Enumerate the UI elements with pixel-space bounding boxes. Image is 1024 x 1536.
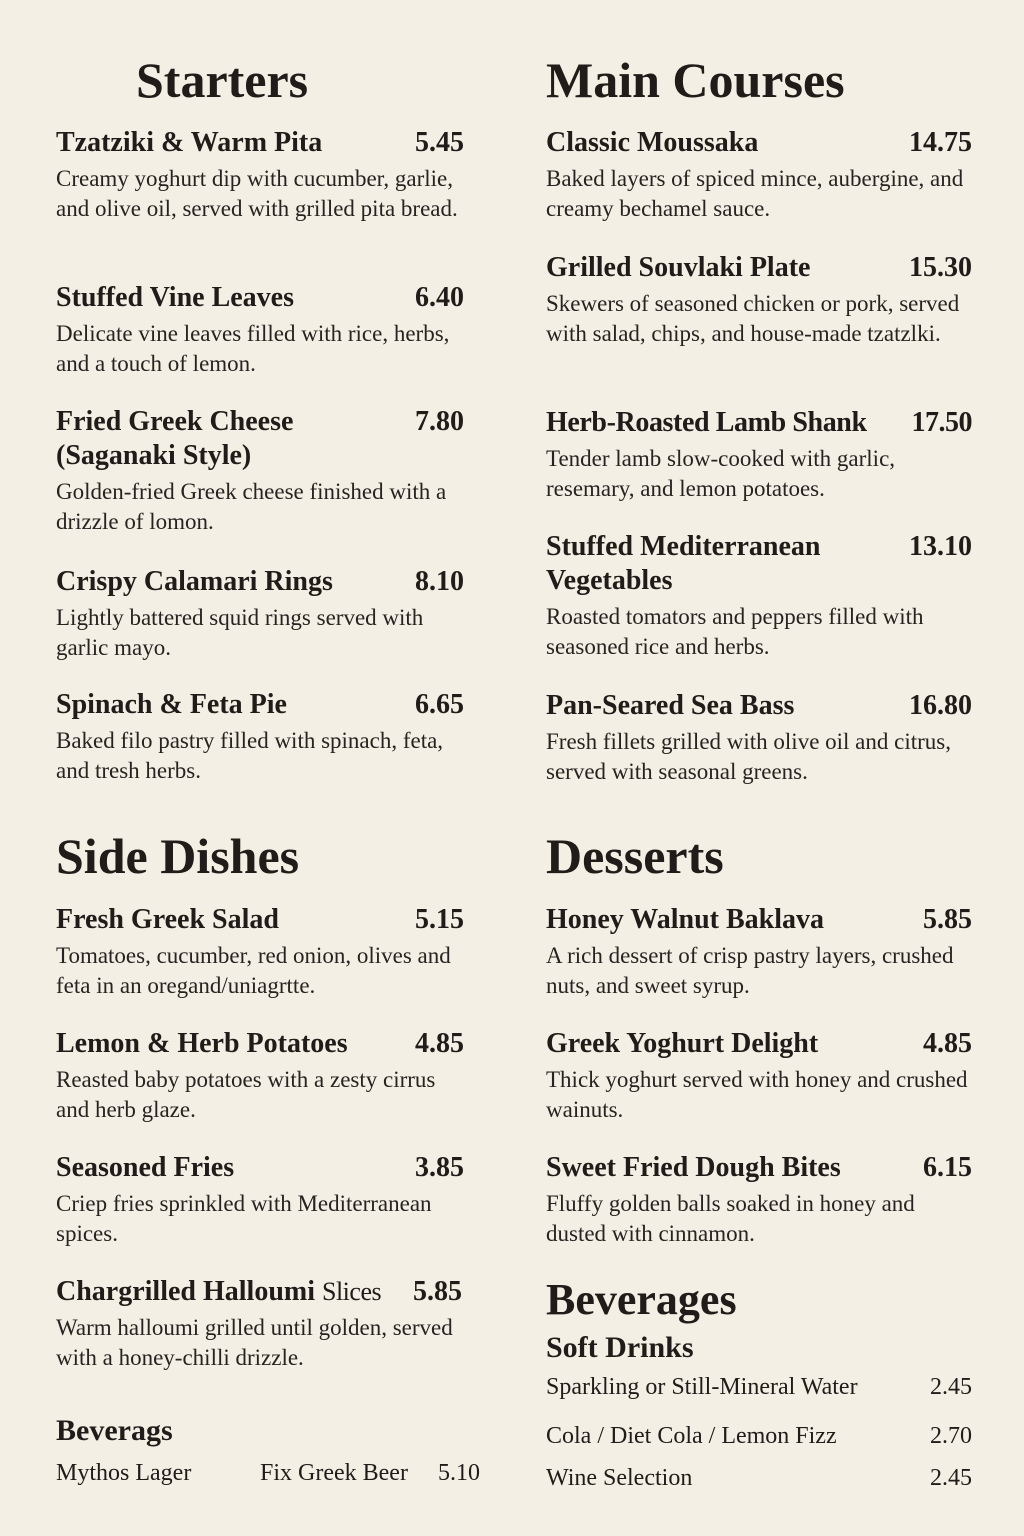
menu-item	[546, 1027, 972, 1125]
beverages-title: Beverages	[546, 1275, 737, 1324]
starters-title: Starters	[136, 52, 309, 108]
item-price: 13.10	[909, 531, 972, 562]
item-price: 5.15	[415, 904, 464, 935]
item-price: 6.65	[415, 689, 464, 720]
menu-item	[56, 1275, 464, 1373]
main-courses-title: Main Courses	[546, 52, 845, 108]
menu-item	[56, 1027, 464, 1125]
item-name: Sweet Fried Dough Bites	[546, 1152, 841, 1183]
menu-item	[546, 689, 972, 787]
item-name: Herb-Roasted Lamb Shank	[546, 407, 867, 438]
item-name: Fresh Greek Salad	[56, 904, 279, 935]
item-price: 4.85	[923, 1028, 972, 1059]
menu-item	[56, 903, 464, 1001]
menu-item	[56, 565, 464, 663]
beverage-description: Fix Greek Beer	[260, 1460, 408, 1486]
soft-drinks-subtitle: Soft Drinks	[546, 1331, 694, 1364]
item-price: 5.45	[415, 127, 464, 158]
item-description: Fresh fillets grilled with olive oil and citrus, served with seasonal greens.	[546, 729, 951, 784]
beverage-row	[56, 1458, 480, 1488]
beverage-name: Mythos Lager	[56, 1460, 192, 1486]
item-name: Classic Moussaka	[546, 127, 759, 158]
item-description: Fluffy golden balls soaked in honey and dusted with cinnamon.	[546, 1191, 915, 1246]
menu-item	[546, 903, 972, 1001]
item-name: Honey Walnut Baklava	[546, 904, 825, 935]
menu-item	[546, 251, 972, 349]
item-price: 16.80	[909, 690, 972, 721]
menu-item	[56, 126, 464, 224]
item-price: 6.40	[415, 282, 464, 313]
item-description: Skewers of seasoned chicken or pork, served with salad, chips, and house-made tzatzlki.	[546, 291, 960, 346]
beverage-row	[546, 1463, 972, 1493]
item-price: 5.85	[923, 904, 972, 935]
item-name-main: Chargrilled Halloumi	[56, 1276, 315, 1307]
desserts-title: Desserts	[546, 828, 724, 884]
item-name: Lemon & Herb Potatoes	[56, 1028, 348, 1059]
item-price: 15.30	[909, 252, 972, 283]
beverage-name: Wine Selection	[546, 1465, 693, 1491]
menu-item	[56, 281, 464, 379]
beverage-price: 2.70	[930, 1423, 972, 1449]
menu-item	[546, 1151, 972, 1249]
menu-item	[546, 126, 972, 224]
item-description: Baked layers of spiced mince, aubergine, and creamy bechamel sauce.	[546, 166, 964, 221]
item-price: 8.10	[415, 566, 464, 597]
beverage-price: 2.45	[930, 1465, 972, 1491]
beverage-name: Cola / Diet Cola / Lemon Fizz	[546, 1423, 837, 1449]
item-description: Thick yoghurt served with honey and crushed wainuts.	[546, 1067, 968, 1122]
item-price: 4.85	[415, 1028, 464, 1059]
item-description: Creamy yoghurt dip with cucumber, garlie, and olive oil, served with grilled pita bread.	[56, 166, 458, 221]
item-name: Grilled Souvlaki Plate	[546, 252, 811, 283]
item-price: 3.85	[415, 1152, 464, 1183]
item-description: Baked filo pastry filled with spinach, feta, and tresh herbs.	[56, 728, 444, 783]
item-name: Greek Yoghurt Delight	[546, 1028, 819, 1059]
item-description: Tomatoes, cucumber, red onion, olives and feta in an oregand/uniagrtte.	[56, 943, 451, 998]
menu-item	[546, 406, 972, 504]
item-name: Seasoned Fries	[56, 1152, 235, 1183]
menu-item	[56, 688, 464, 786]
item-price: 6.15	[923, 1152, 972, 1183]
item-description: Lightly battered squid rings served with garlic mayo.	[56, 605, 424, 660]
item-name: Fried Greek Cheese (Saganaki Style)	[56, 406, 294, 471]
item-price: 5.85	[413, 1276, 462, 1307]
item-name: Pan-Seared Sea Bass	[546, 690, 795, 721]
item-name-suffix: Slices	[322, 1277, 382, 1306]
item-description: Tender lamb slow-cooked with garlic, resemary, and lemon potatoes.	[546, 446, 896, 501]
item-description: A rich dessert of crisp pastry layers, crushed nuts, and sweet syrup.	[546, 943, 954, 998]
item-name: Stuffed Mediterranean Vegetables	[546, 531, 821, 596]
item-name: Tzatziki & Warm Pita	[56, 127, 323, 158]
item-name: Stuffed Vine Leaves	[56, 282, 294, 313]
beverage-row	[546, 1372, 972, 1402]
left-beverages-title: Beverags	[56, 1414, 173, 1447]
item-name: Spinach & Feta Pie	[56, 689, 287, 720]
side-dishes-title: Side Dishes	[56, 828, 300, 884]
item-price: 17.50	[911, 407, 972, 438]
item-description: Roasted tomators and peppers filled with seasoned rice and herbs.	[546, 604, 924, 659]
beverage-price: 2.45	[930, 1374, 972, 1400]
item-price: 14.75	[909, 127, 972, 158]
item-description: Criep fries sprinkled with Mediterranean spices.	[56, 1191, 432, 1246]
item-description: Warm halloumi grilled until golden, served with a honey-chilli drizzle.	[56, 1315, 453, 1370]
menu-item	[56, 1151, 464, 1249]
beverage-price: 5.10	[438, 1460, 480, 1486]
item-description: Golden-fried Greek cheese finished with a drizzle of lomon.	[56, 479, 447, 534]
item-description: Reasted baby potatoes with a zesty cirrus and herb glaze.	[56, 1067, 436, 1122]
item-name	[56, 1275, 464, 1309]
item-name: Crispy Calamari Rings	[56, 566, 333, 597]
item-price: 7.80	[415, 406, 464, 437]
item-description: Delicate vine leaves filled with rice, herbs, and a touch of lemon.	[56, 321, 450, 376]
menu-item	[56, 405, 464, 537]
beverage-name: Sparkling or Still-Mineral Water	[546, 1374, 858, 1400]
menu-item	[546, 530, 972, 662]
beverage-row	[546, 1421, 972, 1451]
